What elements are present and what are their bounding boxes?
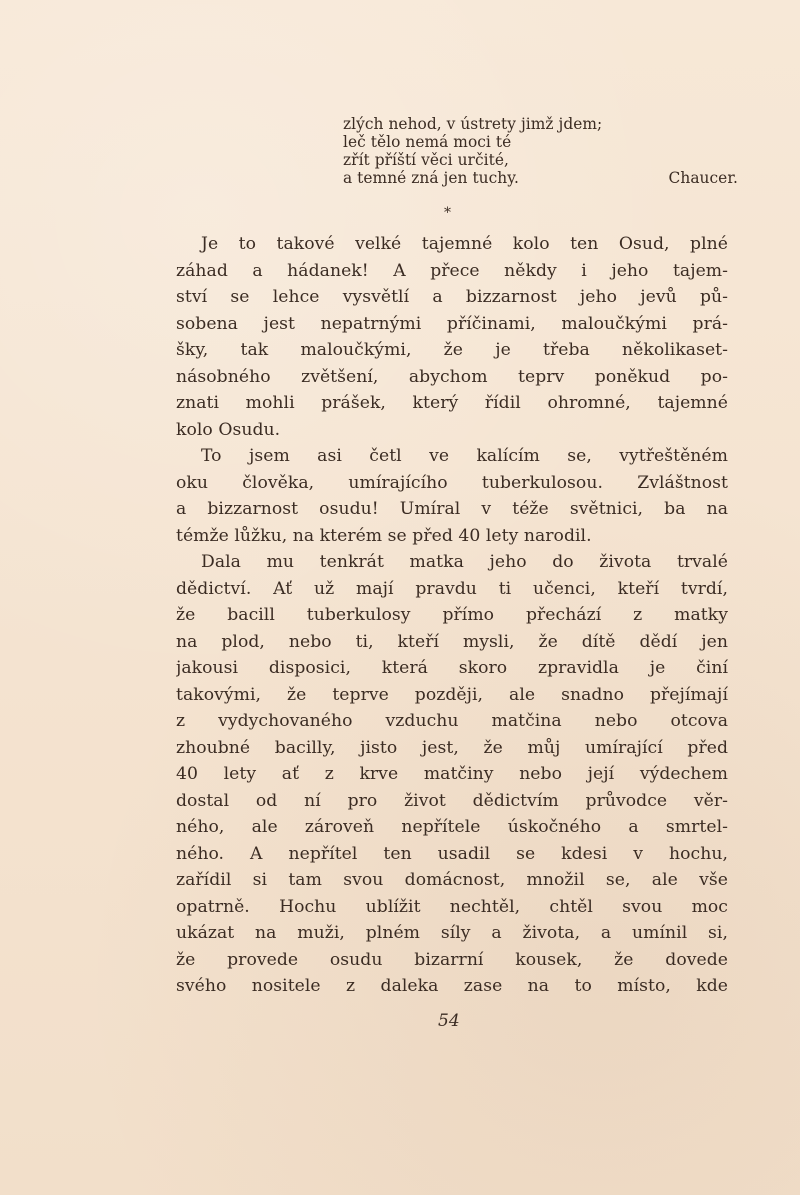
text-line: ného, ale zároveň nepřítele úskočného a smrtel-: [176, 817, 728, 837]
text-line: sobena jest nepatrnými příčinami, maloučkými prá-: [176, 313, 728, 334]
epigraph-final-row: [343, 169, 738, 187]
text-line: opatrně. Hochu ublížit nechtěl, chtěl svou moc: [176, 896, 728, 917]
text-line: témže lůžku, na kterém se před 40 lety narodil.: [176, 525, 592, 546]
text-line: z vydychovaného vzduchu matčina nebo otcova: [176, 711, 728, 731]
text-line: dědictví. Ať už mají pravdu ti učenci, kteří tvrdí,: [176, 578, 728, 599]
epigraph-attribution: Chaucer.: [668, 169, 738, 187]
text-line: ství se lehce vysvětlí a bizzarnost jeho jevů pů-: [176, 287, 728, 307]
text-line: kolo Osudu.: [176, 419, 281, 440]
text-line: dostal od ní pro život dědictvím průvodce věr-: [176, 790, 728, 811]
text-line: To jsem asi četl ve kalícím se, vytřeštěném: [201, 446, 728, 466]
page-number: 54: [438, 1011, 460, 1031]
text-line: 40 lety ať z krve matčiny nebo její výdechem: [176, 764, 728, 784]
chapter-text: [176, 231, 728, 1000]
epigraph: [343, 115, 738, 187]
text-line: ného. A nepřítel ten usadil se kdesi v hochu,: [176, 843, 728, 864]
text-line: a bizzarnost osudu! Umíral v téže světnici, ba na: [176, 499, 728, 519]
text-line: Dala mu tenkrát matka jeho do života trvalé: [201, 552, 728, 572]
text-line: takovými, že teprve později, ale snadno přejímají: [176, 684, 728, 705]
text-line: záhad a hádanek! A přece někdy i jeho tajem-: [176, 260, 728, 281]
text-line: že bacill tuberkulosy přímo přechází z matky: [176, 605, 728, 625]
epigraph-line: a temné zná jen tuchy.: [343, 169, 519, 187]
text-line: ukázat na muži, plném síly a života, a umínil si,: [176, 923, 728, 943]
text-line: na plod, nebo ti, kteří mysli, že dítě dědí jen: [176, 631, 728, 652]
epigraph-line: leč tělo nemá moci té: [343, 133, 512, 151]
epigraph-line: zřít příští věci určité,: [343, 151, 509, 169]
text-line: zhoubné bacilly, jisto jest, že můj umírající před: [176, 737, 728, 758]
text-line: znati mohli prášek, který řídil ohromné, tajemné: [176, 393, 728, 413]
text-line: zařídil si tam svou domácnost, množil se, ale vše: [176, 870, 728, 890]
text-line: svého nositele z daleka zase na to místo, kde: [176, 976, 728, 996]
text-line: jakousi disposici, která skoro zpravidla je činí: [176, 658, 728, 678]
text-line: šky, tak maloučkými, že je třeba několikaset-: [176, 340, 728, 360]
text-line: oku člověka, umírajícího tuberkulosou. Zvláštnost: [176, 472, 728, 493]
text-line: násobného zvětšení, abychom teprv poněkud po-: [176, 366, 728, 387]
text-line: Je to takové velké tajemné kolo ten Osud, plné: [201, 234, 728, 254]
epigraph-line: zlých nehod, v ústrety jimž jdem;: [343, 115, 603, 133]
section-divider: *: [444, 205, 451, 221]
text-line: že provede osudu bizarrní kousek, že dovede: [176, 949, 728, 970]
